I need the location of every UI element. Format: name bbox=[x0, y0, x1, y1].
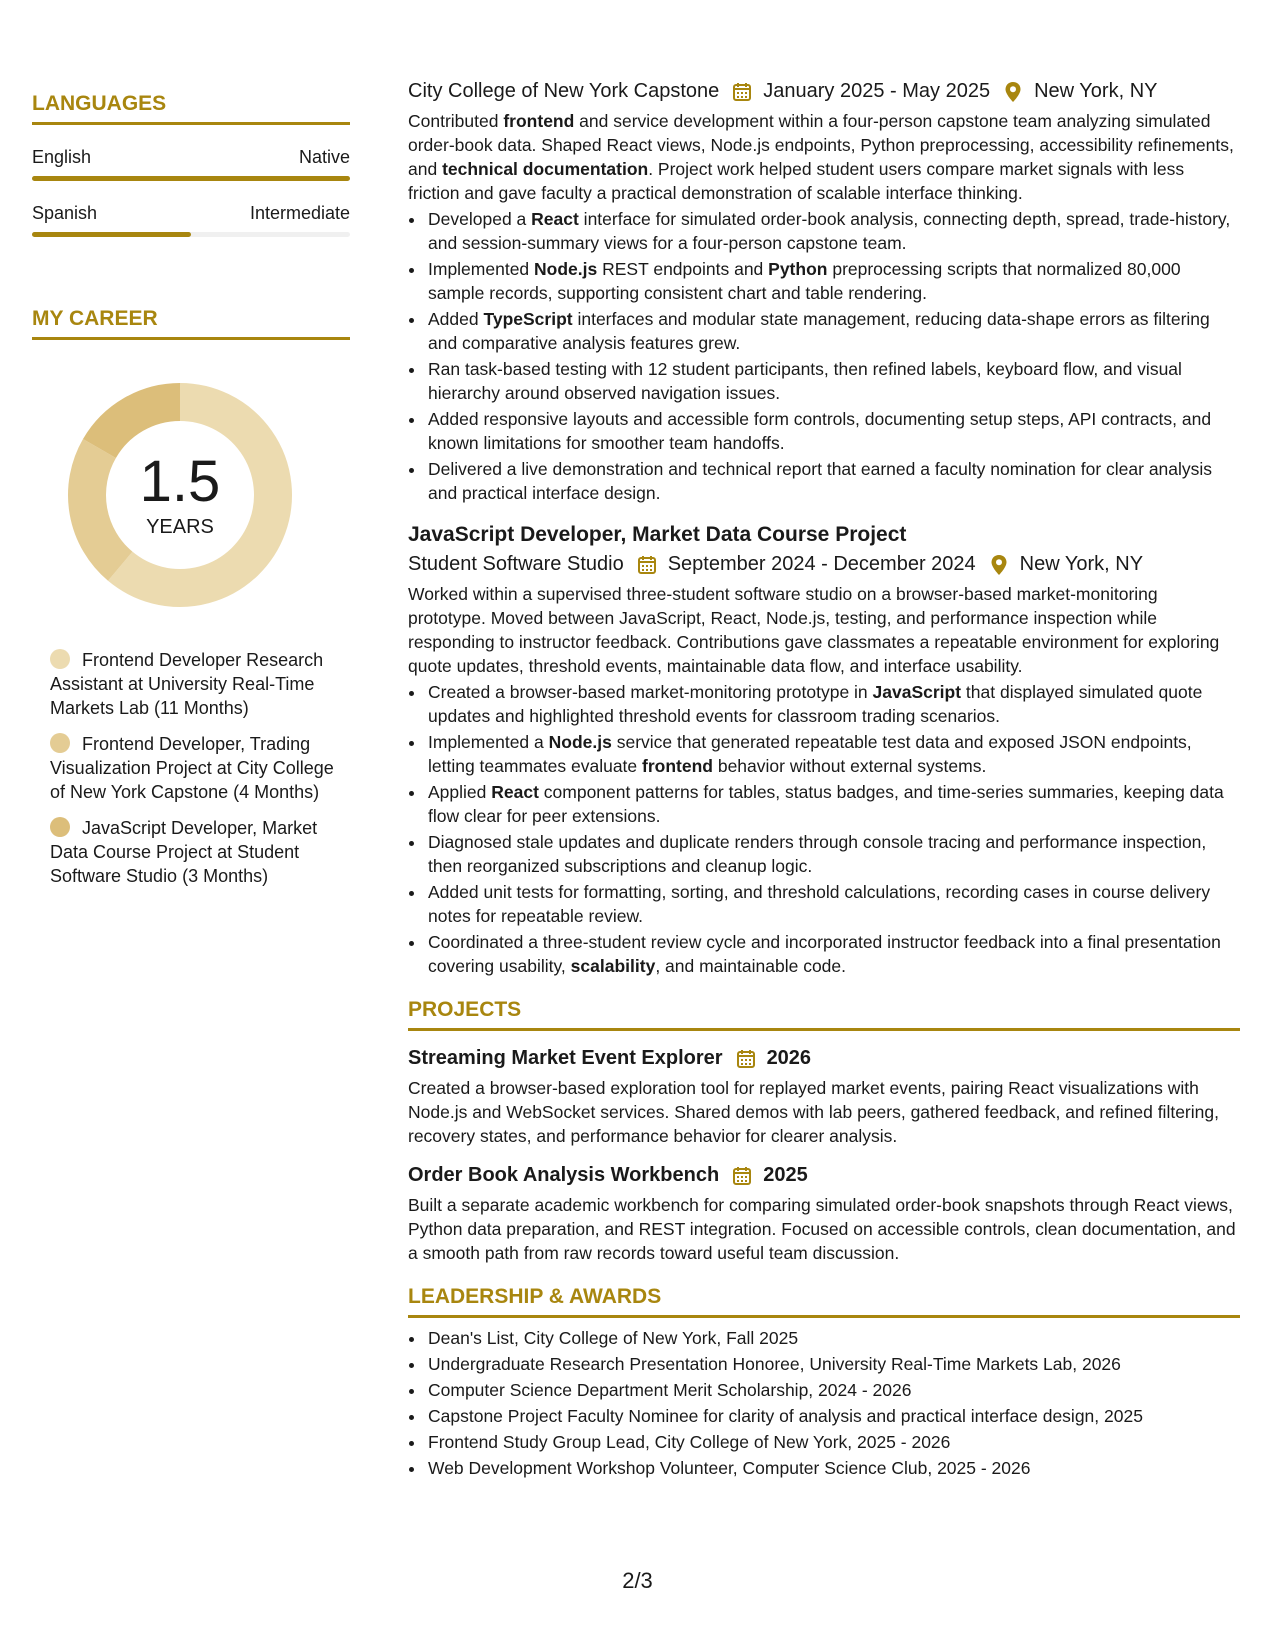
job-bullet: • Added TypeScript interfaces and modular state management, reducing data-shape errors as filtering and comparative analysis features grew. bbox=[426, 307, 1240, 355]
language-item bbox=[32, 147, 350, 181]
career-unit: YEARS bbox=[146, 515, 214, 538]
language-level: Intermediate bbox=[249, 203, 350, 223]
job-bullet: • Delivered a live demonstration and technical report that earned a faculty nomination for clear analysis and practical interface design. bbox=[426, 457, 1240, 505]
project-year: 2026 bbox=[766, 1047, 812, 1069]
location-pin-icon bbox=[988, 554, 1010, 576]
job-bullet: • Created a browser-based market-monitoring prototype in JavaScript that displayed simulated quote updates and highlighted threshold events for classroom trading scenarios. bbox=[426, 680, 1240, 728]
job-bullet: • Applied React component patterns for tables, status badges, and time-series summaries, keeping data flow clear for peer extensions. bbox=[426, 780, 1240, 828]
career-legend-label: Frontend Developer Research Assistant at University Real-Time Markets Lab (11 Months) bbox=[50, 650, 324, 718]
job-location: New York, NY bbox=[1019, 553, 1144, 575]
language-name: Spanish bbox=[32, 203, 98, 223]
job-bullet: • Ran task-based testing with 12 student participants, then refined labels, keyboard flow, and visual hierarchy around observed navigation issues. bbox=[426, 357, 1240, 405]
project-name: Streaming Market Event Explorer bbox=[408, 1047, 723, 1069]
calendar-icon bbox=[735, 1048, 757, 1070]
location-pin-icon bbox=[1002, 81, 1024, 103]
language-bar bbox=[32, 232, 350, 237]
job-bullet: • Coordinated a three-student review cycle and incorporated instructor feedback into a final presentation covering usability, scalability, and maintainable code. bbox=[426, 930, 1240, 978]
sidebar bbox=[32, 92, 350, 900]
job-dates: September 2024 - December 2024 bbox=[667, 553, 976, 575]
job-bullet: • Added responsive layouts and accessible form controls, documenting setup steps, API contracts, and known limitations for smoother team handoffs. bbox=[426, 407, 1240, 455]
projects-heading: PROJECTS bbox=[408, 998, 1240, 1031]
awards-heading: LEADERSHIP & AWARDS bbox=[408, 1285, 1240, 1318]
calendar-icon bbox=[731, 1165, 753, 1187]
career-legend-item bbox=[50, 732, 350, 804]
job-bullets bbox=[408, 680, 1240, 978]
page-number: 2/3 bbox=[622, 1568, 653, 1593]
job-bullet: • Added unit tests for formatting, sorting, and threshold calculations, recording cases in course delivery notes for repeatable review. bbox=[426, 880, 1240, 928]
calendar-icon bbox=[636, 554, 658, 576]
award-item: • Frontend Study Group Lead, City College of New York, 2025 - 2026 bbox=[426, 1430, 1240, 1454]
project-description: Built a separate academic workbench for comparing simulated order-book snapshots through React views, Python data preparation, and REST integration. Focused on accessible controls, clean documentation, and a smooth path from raw records toward useful team discussion. bbox=[408, 1195, 1236, 1263]
language-level: Native bbox=[298, 147, 350, 167]
award-item: • Dean's List, City College of New York, Fall 2025 bbox=[426, 1326, 1240, 1350]
language-bar-fill bbox=[32, 232, 191, 237]
project-description: Created a browser-based exploration tool for replayed market events, pairing React visualizations with Node.js and WebSocket services. Shared demos with lab peers, gathered feedback, and refined filtering, recovery states, and performance behavior for clearer analysis. bbox=[408, 1078, 1219, 1146]
award-item: • Web Development Workshop Volunteer, Computer Science Club, 2025 - 2026 bbox=[426, 1456, 1240, 1480]
language-bar-fill bbox=[32, 176, 350, 181]
career-legend-label: Frontend Developer, Trading Visualization Project at City College of New York Capstone (4 Months) bbox=[50, 734, 334, 802]
job-title: JavaScript Developer, Market Data Course Project bbox=[408, 523, 907, 546]
job-dates: January 2025 - May 2025 bbox=[763, 80, 991, 102]
legend-dot bbox=[50, 733, 70, 753]
language-name: English bbox=[32, 147, 92, 167]
job-bullet: • Diagnosed stale updates and duplicate renders through console tracing and performance inspection, then reorganized subscriptions and cleanup logic. bbox=[426, 830, 1240, 878]
calendar-icon bbox=[731, 81, 753, 103]
job-bullets bbox=[408, 207, 1240, 505]
project-name: Order Book Analysis Workbench bbox=[408, 1164, 720, 1186]
career-heading: MY CAREER bbox=[32, 307, 350, 340]
job-description: Worked within a supervised three-student software studio on a browser-based market-monitoring prototype. Moved between JavaScript, React, Node.js, testing, and performance inspection while responding to instructor feedback. Contributions gave classmates a repeatable environment for exploring quote updates, threshold events, maintainable data flow, and interface usability. bbox=[408, 584, 1220, 676]
awards-list bbox=[408, 1326, 1240, 1480]
job-location: New York, NY bbox=[1034, 80, 1158, 102]
legend-dot bbox=[50, 817, 70, 837]
language-bar bbox=[32, 176, 350, 181]
job-bullet: • Implemented a Node.js service that generated repeatable test data and exposed JSON endpoints, letting teammates evaluate frontend behavior without external systems. bbox=[426, 730, 1240, 778]
job-meta bbox=[408, 80, 1240, 103]
career-legend bbox=[50, 648, 350, 888]
career-legend-item bbox=[50, 816, 350, 888]
award-item: • Computer Science Department Merit Scholarship, 2024 - 2026 bbox=[426, 1378, 1240, 1402]
career-total: 1.5 bbox=[139, 448, 221, 514]
job-bullet: • Developed a React interface for simulated order-book analysis, connecting depth, spread, trade-history, and session-summary views for a four-person capstone team. bbox=[426, 207, 1240, 255]
job-organization: City College of New York Capstone bbox=[408, 80, 720, 102]
job-description: Contributed frontend and service development within a four-person capstone team analyzing simulated order-book data. Shaped React views, Node.js endpoints, Python preprocessing, accessibility refinements, and technical documentation. Project work helped student users compare market signals with less friction and gave faculty a practical demonstration of scalable interface thinking. bbox=[408, 111, 1234, 203]
languages-heading: LANGUAGES bbox=[32, 92, 350, 125]
language-item bbox=[32, 203, 350, 237]
career-donut bbox=[65, 380, 295, 610]
career-legend-label: JavaScript Developer, Market Data Course Project at Student Software Studio (3 Months) bbox=[50, 818, 318, 886]
career-legend-item bbox=[50, 648, 350, 720]
project-year: 2025 bbox=[763, 1164, 808, 1186]
project-header bbox=[408, 1047, 1240, 1070]
award-item: • Capstone Project Faculty Nominee for clarity of analysis and practical interface design, 2025 bbox=[426, 1404, 1240, 1428]
job-organization: Student Software Studio bbox=[408, 553, 624, 575]
project-header bbox=[408, 1164, 1240, 1187]
job-meta bbox=[408, 553, 1240, 576]
main-content bbox=[408, 80, 1240, 1482]
job-bullet: • Implemented Node.js REST endpoints and Python preprocessing scripts that normalized 80,000 sample records, supporting consistent chart and table rendering. bbox=[426, 257, 1240, 305]
award-item: • Undergraduate Research Presentation Honoree, University Real-Time Markets Lab, 2026 bbox=[426, 1352, 1240, 1376]
legend-dot bbox=[50, 649, 70, 669]
